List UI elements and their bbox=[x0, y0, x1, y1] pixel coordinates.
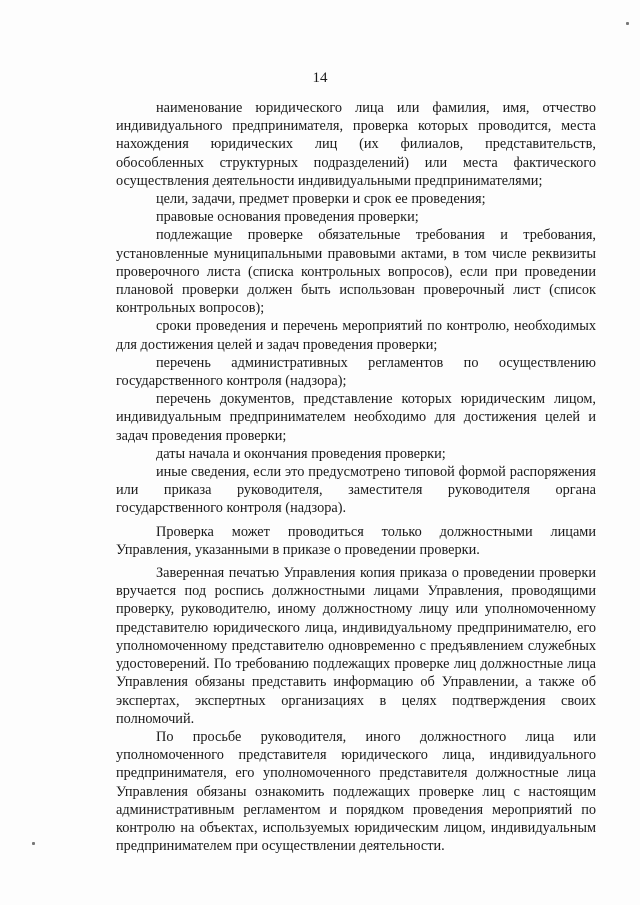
paragraph-inspectors: Проверка может проводиться только должностными лицами Управления, указанными в приказе о проведении проверки. bbox=[116, 523, 596, 558]
page-number: 14 bbox=[312, 70, 328, 86]
paragraph-regulations: перечень административных регламентов по осуществлению государственного контроля (надзора); bbox=[116, 354, 596, 390]
paragraph-documents: перечень документов, представление которых юридическим лицом, индивидуальным предпринимателем необходимо для достижения целей и задач проведения проверки; bbox=[116, 391, 596, 444]
document-body bbox=[116, 99, 596, 855]
paragraph-legal-grounds: правовые основания проведения проверки; bbox=[156, 209, 419, 226]
paragraph-terms: сроки проведения и перечень мероприятий по контролю, необходимых для достижения целей и задач проведения проверки; bbox=[116, 318, 596, 353]
paragraph-dates: даты начала и окончания проведения проверки; bbox=[156, 445, 446, 462]
paragraph-order-copy: Заверенная печатью Управления копия приказа о проведении проверки вручается под роспись должностными лицами Управления, проводящими проверку, руководителю, иному должностному лицу или уполномоченному представителю юридического лица, индивидуальному предпринимателю, его уполномоченному представителю одновременно с предъявлением служебных удостоверений. По требованию подлежащих проверке лиц должностные лица Управления обязаны представить информацию об Управлении, а также об экспертах, экспертных организациях в целях подтверждения своих полномочий. bbox=[116, 565, 596, 727]
scan-speck bbox=[626, 22, 629, 25]
paragraph-other-info: иные сведения, если это предусмотрено типовой формой распоряжения или приказа руководителя, заместителя руководителя органа государственного контроля (надзора). bbox=[116, 464, 596, 517]
paragraph-requirements: подлежащие проверке обязательные требования и требования, установленные муниципальными правовыми актами, в том числе реквизиты проверочного листа (списка контрольных вопросов), если при проведении плановой проверки должен быть использован проверочный лист (список контрольных вопросов); bbox=[116, 227, 596, 317]
paragraph-subject-name: наименование юридического лица или фамилия, имя, отчество индивидуального предпринимателя, проверка которых проводится, места нахождения юридических лиц (их филиалов, представительств, обособленных структурных подразделений) или места фактического осуществления деятельности индивидуальными предпринимателями; bbox=[116, 100, 596, 189]
paragraph-goals: цели, задачи, предмет проверки и срок ее проведения; bbox=[156, 191, 486, 208]
paragraph-request: По просьбе руководителя, иного должностного лица или уполномоченного представителя юридического лица, индивидуального предпринимателя, его уполномоченного представителя должностные лица Управления обязаны ознакомить подлежащих проверке лиц с настоящим административным регламентом и порядком проведения мероприятий по контролю на объектах, используемых юридическим лицом, индивидуальным предпринимателем при осуществлении деятельности. bbox=[116, 728, 596, 855]
scan-speck bbox=[32, 842, 35, 845]
